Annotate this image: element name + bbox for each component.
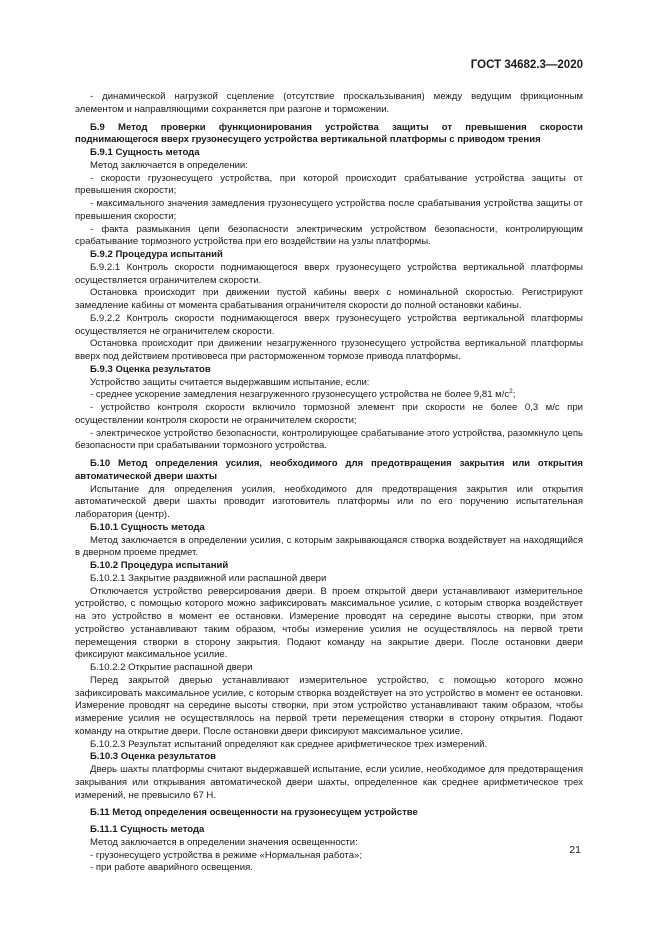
list-item: - максимального значения замедления грузонесущего устройства после срабатывания устройства защиты от превышения скорости; <box>75 198 583 222</box>
subsection-heading-b11-1: Б.11.1 Сущность метода <box>90 824 205 835</box>
section-heading-b9: Б.9 Метод проверки функционирования устройства защиты от превышения скорости поднимающегося вверх грузонесущего устройства вертикальной платформы с приводом трения <box>75 121 583 146</box>
superscript: 2 <box>509 388 513 396</box>
paragraph: Перед закрытой дверью устанавливают измерительное устройство, с помощью которого можно зафиксировать максимальное усилие, с которым створка воздействует на это устройство в момент ее остановки. Измерение проводят на середине высоты створки, при этом устройство устанавливают таким образом, чтобы измерение усилия не осуществлялось на первой трети перемещения створки в сторону открытия. Подают команду на открытие двери. После остановки двери фиксируют максимальное усилие. <box>75 674 583 737</box>
page-content <box>75 91 583 875</box>
subsection-heading-b9-2: Б.9.2 Процедура испытаний <box>90 249 223 260</box>
list-item: - электрическое устройство безопасности, контролирующее срабатывание этого устройства, разомкнуло цепь безопасности при срабатывании тормозного устройства. <box>75 427 583 452</box>
document-id-header: ГОСТ 34682.3—2020 <box>470 59 583 71</box>
section-heading-b10: Б.10 Метод определения усилия, необходимого для предотвращения закрытия или открытия автоматической двери шахты <box>75 458 583 482</box>
paragraph: Б.10.2.1 Закрытие раздвижной или распашной двери <box>90 572 327 584</box>
subsection-heading-b9-1: Б.9.1 Сущность метода <box>90 147 200 158</box>
paragraph: Б.10.2.2 Открытие распашной двери <box>90 662 253 673</box>
section-heading-b11: Б.11 Метод определения освещенности на грузонесущем устройстве <box>90 807 418 819</box>
paragraph: Отключается устройство реверсирования двери. В проем открытой двери устанавливают измерительное устройство, с помощью которого можно зафиксировать максимальное усилие, с которым створка воздействует на это устройство в момент ее остановки. Измерение проводят на середине высоты створки, при этом устройство устанавливают таким образом, чтобы измерение усилия не осуществлялось на первой трети перемещения створки в сторону закрытия. Подают команду на закрытие двери. После остановки двери фиксируют максимальное усилие. <box>75 585 583 661</box>
list-item: - факта размыкания цепи безопасности электрическим устройством безопасности, контролирующим срабатывание тормозного устройства при его воздействии на узлы платформы. <box>75 223 583 248</box>
page-number: 21 <box>569 844 581 856</box>
paragraph: Б.9.2.2 Контроль скорости поднимающегося вверх грузонесущего устройства вертикальной платформы осуществляется не ограничителем скорости. <box>75 312 583 337</box>
paragraph: Испытание для определения усилия, необходимого для предотвращения закрытия или открытия автоматической двери шахты проводит изготовитель платформы или по его поручению испытательная лаборатория (центр). <box>75 483 583 520</box>
paragraph: Метод заключается в определении усилия, с которым закрывающаяся створка воздействует на находящийся в дверном проеме предмет. <box>75 534 583 559</box>
subsection-heading-b9-3: Б.9.3 Оценка результатов <box>90 363 211 375</box>
paragraph: Б.9.2.1 Контроль скорости поднимающегося вверх грузонесущего устройства вертикальной платформы осуществляется ограничителем скорости. <box>75 261 583 286</box>
list-item: - грузонесущего устройства в режиме «Нормальная работа»; <box>90 849 362 861</box>
list-item: - скорости грузонесущего устройства, при которой происходит срабатывание устройства защиты от превышения скорости; <box>75 172 583 197</box>
paragraph: Остановка происходит при движении незагруженного грузонесущего устройства вертикальной платформы вверх под действием противовеса при расторможенном тормозе привода платформы. <box>75 338 583 362</box>
subsection-heading-b10-1: Б.10.1 Сущность метода <box>90 521 205 533</box>
paragraph: Метод заключается в определении: <box>90 159 248 171</box>
paragraph: Остановка происходит при движении пустой кабины вверх с номинальной скоростью. Регистрируют замедление кабины от момента срабатывания ограничителя скорости до полной остановки кабины. <box>75 287 583 311</box>
subsection-heading-b10-2: Б.10.2 Процедура испытаний <box>90 560 229 571</box>
paragraph: - динамической нагрузкой сцепление (отсутствие проскальзывания) между ведущим фрикционным элементом и направляющими сохраняется при разгоне и торможении. <box>75 91 583 115</box>
paragraph: Дверь шахты платформы считают выдержавшей испытание, если усилие, необходимое для предотвращения закрывания или открывания автоматической двери шахты, определенное как среднее арифметическое трех измерений, не превысило 67 Н. <box>75 764 583 801</box>
paragraph: Метод заключается в определении значения освещенности: <box>90 836 358 848</box>
list-item-end: ; <box>512 389 516 401</box>
list-item <box>75 389 583 402</box>
subsection-heading-b10-3: Б.10.3 Оценка результатов <box>90 751 217 763</box>
list-item: - устройство контроля скорости включило тормозной элемент при скорости не более 0,3 м/с при осуществлении контроля скорости не ограничителем скорости; <box>75 402 583 426</box>
paragraph: Устройство защиты считается выдержавшим испытание, если: <box>90 376 370 388</box>
paragraph: Б.10.2.3 Результат испытаний определяют как среднее арифметическое трех измерений. <box>90 738 488 750</box>
list-item: - при работе аварийного освещения. <box>90 862 253 874</box>
list-item-text: - среднее ускорение замедления незагруженного грузонесущего устройства не более 9,81 м/с <box>90 389 510 401</box>
